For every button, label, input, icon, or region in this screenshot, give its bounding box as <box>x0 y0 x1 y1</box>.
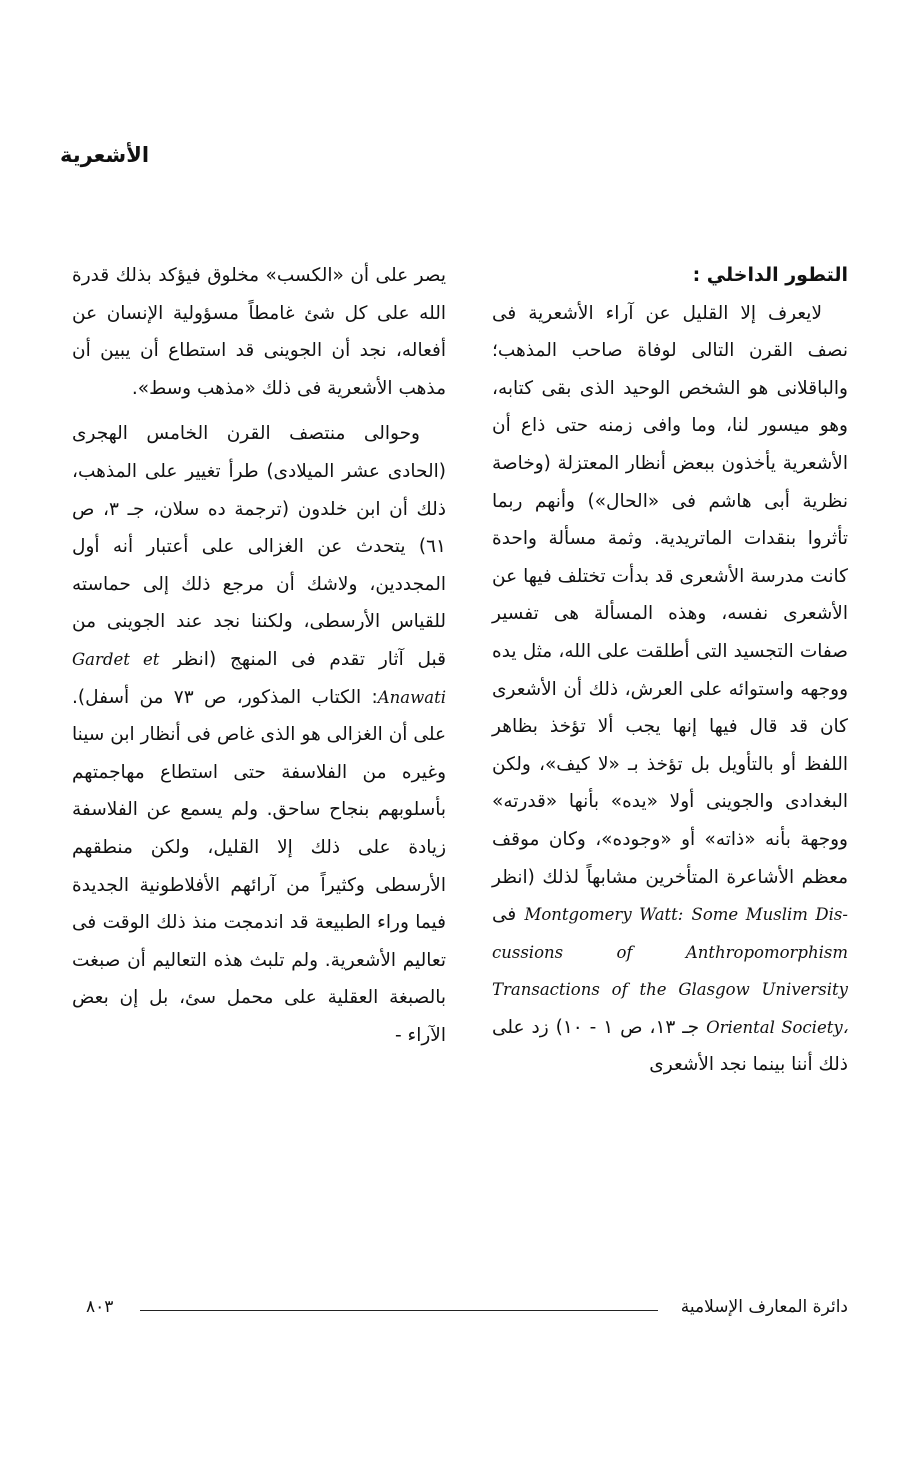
reference-title-part1: Some Muslim Dis- <box>691 905 848 925</box>
paragraph-continued: يصر على أن «الكسب» مخلوق فيؤكد بذلك قدرة الله على كل شئ غامطاً مسؤولية الإنسان عن أفعاله، نجد أن الجوينى قد استطاع أن يبين أن مذهب الأشعرية فى ذلك «مذهب وسط». <box>72 265 446 399</box>
reference-pages: جـ ١٣، ص ١ - ١٠) <box>555 1016 700 1038</box>
reference-latin: Gardet et Anawati <box>72 649 446 707</box>
reference-title-part2: cussions of Anthropomorphism <box>492 942 848 962</box>
right-column <box>492 257 848 1084</box>
reference-connector: فى <box>492 904 517 926</box>
reference-society: Oriental Society، <box>706 1017 848 1037</box>
running-head-title: الأشعرية <box>60 143 150 167</box>
section-heading: التطور الداخلي : <box>692 264 848 286</box>
paragraph-continuation: زد على ذلك أننا بينما نجد الأشعرى <box>492 1016 848 1076</box>
paragraph-text: وحوالى منتصف القرن الخامس الهجرى (الحادى عشر الميلادى) طرأ تغيير على المذهب، ذلك أن ابن خلدون (ترجمة ده سلان، جـ ٣، ص ٦١) يتحدث عن الغزالى على أعتبار أنه أول المجددين، ولاشك أن مرجع ذلك إلى حماسته للقياس الأرسطى، ولكننا نجد عند الجوينى من قبل آثار تقدم فى المنهج (انظر <box>72 423 446 670</box>
left-column <box>72 257 446 1054</box>
page-footer <box>86 1292 848 1322</box>
paragraph-internal-development <box>492 295 848 1084</box>
paragraph-text: لايعرف إلا القليل عن آراء الأشعرية فى نصف القرن التالى لوفاة صاحب المذهب؛ والباقلانى هو الشخص الوحيد الذى بقى كتابه، وهو ميسور لنا، وما وافى زمنه حتى ذاع أن الأشعرية يأخذون ببعض أنظار المعتزلة (وخاصة نظرية أبى هاشم فى «الحال») وأنهم ربما تأثروا بنقدات الماتريدية. وثمة مسألة واحدة كانت مدرسة الأشعرى قد بدأت تختلف فيها عن الأشعرى نفسه، وهذه المسألة هى تفسير صفات التجسيد التى أطلقت على الله، مثل يده ووجهه واستوائه على العرش، ذلك أن الأشعرى كان قد قال فيها إنها يجب ألا تؤخذ بظاهر اللفظ أو بالتأويل بل تؤخذ بـ «لا كيف»، ولكن البغدادى والجوينى أولا «يده» بأنها «قدرته» ووجهة بأنه «ذاته» أو «وجوده»، وكان موقف معظم الأشاعرة المتأخرين مشابهاً لذلك (انظر <box>492 302 848 888</box>
page-number: ٨٠٣ <box>86 1297 114 1317</box>
reference-author: Montgomery Watt: <box>524 905 684 925</box>
reference-journal: Transactions of the Glasgow University <box>492 980 848 1000</box>
paragraph-text-continued: : الكتاب المذكور، ص ٧٣ من أسفل). على أن الغزالى هو الذى غاص فى أنظار ابن سينا وغيره من الفلاسفة حتى استطاع مهاجمتهم بأسلوبهم بنجاح ساحق. ولم يسمع عن الفلاسفة زيادة على ذلك إلا القليل، ولكن منطقهم الأرسطى وكثيراً من آرائهم الأفلاطونية الجديدة فيما وراء الطبيعة قد اندمجت منذ ذلك الوقت فى تعاليم الأشعرية. ولم تلبث هذه التعاليم أن صبغت بالصبغة العقلية على محمل سئ، بل إن بعض الآراء - <box>72 686 446 1046</box>
paragraph-fifth-century <box>72 415 446 1054</box>
footer-publication-title: دائرة المعارف الإسلامية <box>680 1297 848 1317</box>
footer-rule <box>140 1310 658 1311</box>
